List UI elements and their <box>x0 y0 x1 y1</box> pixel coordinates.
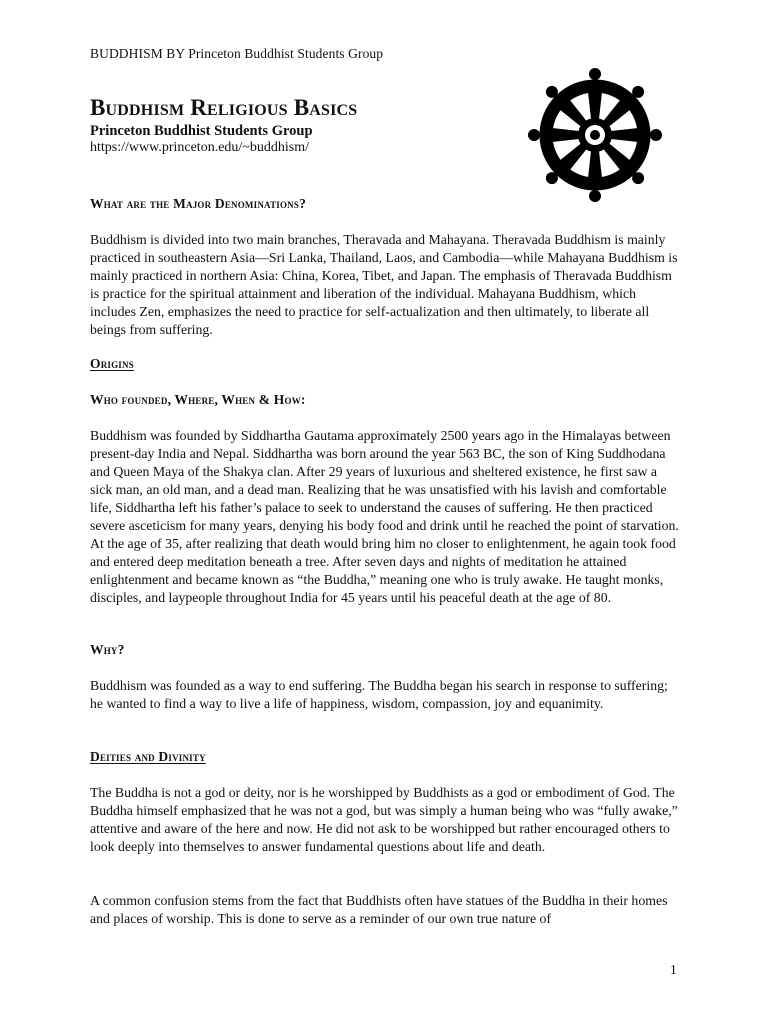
organization-url[interactable]: https://www.princeton.edu/~buddhism/ <box>90 140 309 155</box>
organization-name: Princeton Buddhist Students Group <box>90 123 313 139</box>
heading-deities: Deities and Divinity <box>90 749 206 764</box>
document-title: Buddhism Religious Basics <box>90 95 358 120</box>
paragraph-deities-1: The Buddha is not a god or deity, nor is he worshipped by Buddhists as a god or embodiment of God. The Buddha himself emphasized that he was not a god, but was simply a human being who was “fully awake,” attentive and aware of the here and now. He did not ask to be worshipped but rather encouraged others to look deeply into themselves to answer fundamental questions about life and death. <box>90 785 678 854</box>
page-number: 1 <box>670 962 677 977</box>
paragraph-deities-2: A common confusion stems from the fact that Buddhists often have statues of the Buddha in their homes and places of worship. This is done to serve as a reminder of our own true nature of <box>90 893 668 926</box>
heading-who-founded: Who founded, Where, When & How: <box>90 392 306 407</box>
running-header: BUDDHISM BY Princeton Buddhist Students Group <box>90 46 384 61</box>
paragraph-denominations: Buddhism is divided into two main branches, Theravada and Mahayana. Theravada Buddhism is mainly practiced in southeastern Asia—Sri Lanka, Thailand, Laos, and Cambodia—while Mahayana Buddhism is mainly practiced in northern Asia: China, Korea, Tibet, and Japan. The emphasis of Theravada Buddhism is practice for the spiritual attainment and liberation of the individual. Mahayana Buddhism, which includes Zen, emphasizes the need to practice for self-actualization and then ultimately, to liberate all beings from suffering. <box>90 232 678 337</box>
dharma-wheel-icon <box>528 68 662 202</box>
heading-denominations: What are the Major Denominations? <box>90 196 307 211</box>
paragraph-why: Buddhism was founded as a way to end suffering. The Buddha began his search in response to suffering; he wanted to find a way to live a life of happiness, wisdom, compassion, joy and equanimity. <box>90 678 668 711</box>
paragraph-founding: Buddhism was founded by Siddhartha Gautama approximately 2500 years ago in the Himalayas between present-day India and Nepal. Siddhartha was born around the year 563 BC, the son of King Suddhodana and Queen Maya of the Shakya clan. After 29 years of luxurious and sheltered existence, he first saw a sick man, an old man, and a dead man. Realizing that he was unsatisfied with his lavish and comfortable life, Siddhartha left his father’s palace to seek to understand the causes of suffering. He then practiced severe asceticism for many years, denying his body food and drink until he reached the point of starvation. At the age of 35, after realizing that death would bring him no closer to enlightenment, he again took food and entered deep meditation beneath a tree. After seven days and nights of meditation he attained enlightenment and became known as “the Buddha,” meaning one who is truly awake. He taught monks, disciples, and laypeople throughout India for 45 years until his peaceful death at the age of 80. <box>90 428 679 605</box>
heading-why: Why? <box>90 642 125 657</box>
heading-origins: Origins <box>90 356 134 371</box>
